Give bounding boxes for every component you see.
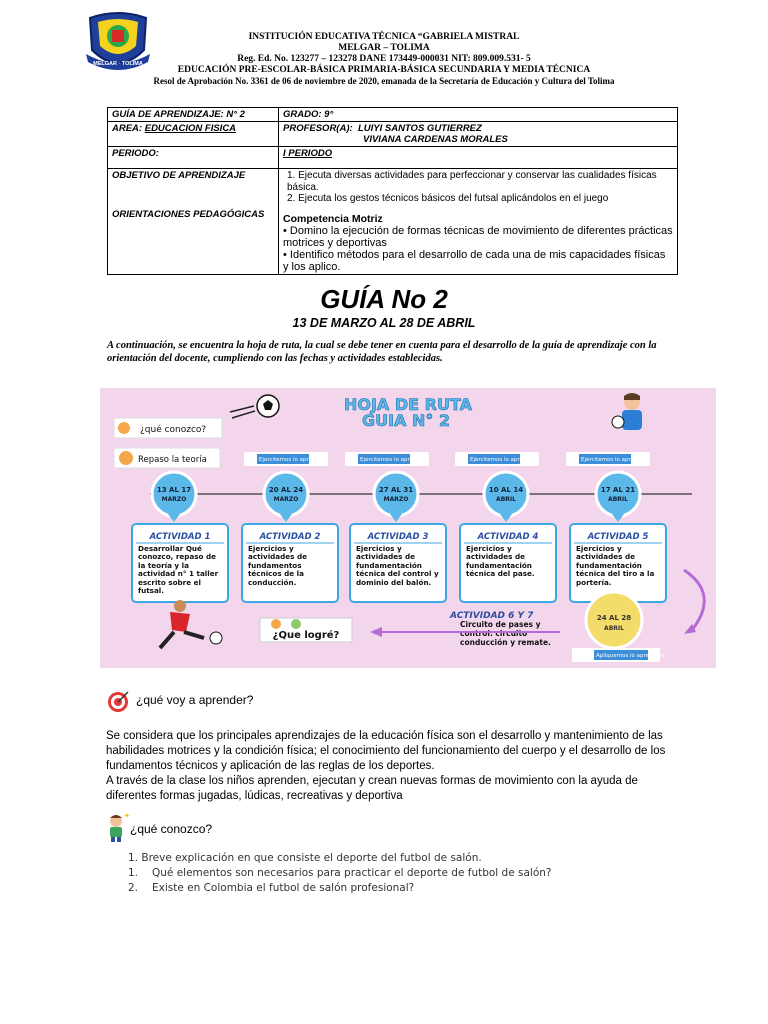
activity-text: Ejercicios y actividades de fundamentación técnica del pase. xyxy=(466,544,535,579)
question-item: 1. Qué elementos son necesarios para practicar el deporte de futbol de salón? xyxy=(128,867,552,879)
header-line-3: Reg. Ed. No. 123277 – 123278 DANE 173449-000031 NIT: 809.009.531- 5 xyxy=(237,54,531,64)
orientaciones-label: ORIENTACIONES PEDAGÓGICAS xyxy=(112,209,265,220)
activity-title: ACTIVIDAD 4 xyxy=(477,532,539,542)
activity-boxes xyxy=(132,524,666,602)
week-circle-1 xyxy=(152,472,196,522)
header-line-1: INSTITUCIÓN EDUCATIVA TÉCNICA “GABRIELA MISTRAL xyxy=(248,32,520,42)
question-item: 2. Existe en Colombia el futbol de salón profesional? xyxy=(128,882,415,894)
competencia-title: Competencia Motriz xyxy=(283,212,383,225)
competencia-1: • Domino la ejecución de formas técnicas de movimiento de diferentes prácticas motrices y deportivas xyxy=(283,225,673,249)
competencia-2: • Identifico métodos para el desarrollo de cada una de mis capacidades físicas y los aplico. xyxy=(283,249,666,273)
curve-arrow-icon xyxy=(684,570,704,630)
guide-info-table xyxy=(107,107,678,275)
week-bottom-label: MARZO xyxy=(383,496,409,503)
header-line-5: Resol de Aprobación No. 3361 de 06 de noviembre de 2020, emanada de la Secretaría de Educación y Cultura del Tolima xyxy=(153,76,615,86)
activity-text: Desarrollar Qué conozco, repaso de la teoría y la actividad n° 1 taller escrito sobre el futsal. xyxy=(138,544,219,596)
objetivo-2: 2. Ejecuta los gestos técnicos básicos del futsal aplicándolos en el juego xyxy=(287,193,609,204)
week-circles xyxy=(152,472,640,522)
guide-dates: 13 DE MARZO AL 28 DE ABRIL xyxy=(292,316,476,330)
roadmap-title-2: GUIA N° 2 xyxy=(361,411,451,430)
questions-list xyxy=(128,851,648,896)
svg-text:¿qué conozco?: ¿qué conozco? xyxy=(140,425,207,435)
que-conozco-label xyxy=(114,418,222,438)
svg-text:Apliquemos lo aprendido: Apliquemos lo aprendido xyxy=(596,653,665,659)
soccer-ball-icon xyxy=(230,395,279,418)
week-top-label: 27 AL 31 xyxy=(378,486,414,494)
activity-box-3 xyxy=(350,524,446,602)
week-top-label: 13 AL 17 xyxy=(156,486,192,494)
child-icon xyxy=(104,812,128,842)
ejercitemos-tag-3: Ejercitemos lo aprendido xyxy=(470,457,539,463)
aprender-heading: ¿qué voy a aprender? xyxy=(136,693,254,707)
activity-title: ACTIVIDAD 1 xyxy=(149,532,211,542)
question-item: 1. Breve explicación en que consiste el deporte del futbol de salón. xyxy=(128,852,482,864)
week-top-label: 20 AL 24 xyxy=(268,486,304,494)
activity-67-title: ACTIVIDAD 6 Y 7 xyxy=(450,611,534,621)
periodo-label: PERIODO: xyxy=(108,147,279,169)
profesor-cell xyxy=(279,122,678,147)
svg-text:24 AL 28: 24 AL 28 xyxy=(596,614,632,622)
objetivo-1: 1. Ejecuta diversas actividades para perfeccionar y conservar las cualidades físicas básica. xyxy=(287,170,657,193)
header-line-4: EDUCACIÓN PRE-ESCOLAR-BÁSICA PRIMARIA-BÁSICA SECUNDARIA Y MEDIA TÉCNICA xyxy=(177,65,591,75)
profesor-label: PROFESOR(A): xyxy=(283,123,353,134)
week-bottom-label: MARZO xyxy=(273,496,299,503)
target-icon xyxy=(106,690,130,714)
conozco-heading: ¿qué conozco? xyxy=(130,822,213,836)
activity-text: Ejercicios y actividades de fundamentación técnica del control y dominio del balón. xyxy=(356,544,439,587)
activity-text: Ejercicios y actividades de fundamentos técnicos de la conducción. xyxy=(248,544,307,587)
week-top-label: 17 AL 21 xyxy=(600,486,636,494)
activity-67-text: Circuito de pases y control. circuito conducción y remate. xyxy=(460,620,551,647)
intro-paragraph: A continuación, se encuentra la hoja de ruta, la cual se debe tener en cuenta para el desarrollo de la guía de aprendizaje con la orientación del docente, cumpliendo con las fechas y actividades establecidas. xyxy=(107,340,657,364)
week-circle-4 xyxy=(484,472,528,522)
grado-label: GRADO: 9° xyxy=(279,108,678,122)
area-cell: AREA: EDUCACION FISICA xyxy=(108,122,279,147)
week-bottom-label: MARZO xyxy=(161,496,187,503)
roadmap-title-1: HOJA DE RUTA xyxy=(343,395,473,414)
svg-text:ABRIL: ABRIL xyxy=(604,625,624,632)
player-figure-icon xyxy=(612,393,642,430)
activity-title: ACTIVIDAD 3 xyxy=(367,532,429,542)
que-logre-label xyxy=(260,618,352,642)
activity-title: ACTIVIDAD 5 xyxy=(587,532,649,542)
apliquemos-tag xyxy=(572,648,665,662)
profesor-2: VIVIANA CARDENAS MORALES xyxy=(363,134,508,145)
logo-text: MELGAR · TOLIMA xyxy=(93,61,143,67)
repaso-teoria-label xyxy=(114,448,220,468)
svg-text:¿Que logré?: ¿Que logré? xyxy=(272,630,340,641)
objetivo-content xyxy=(279,169,678,275)
objetivo-label: OBJETIVO DE APRENDIZAJE ORIENTACIONES PEDAGÓGICAS xyxy=(108,169,279,275)
aprender-paragraph: Se considera que los principales aprendizajes de la educación física son el desarrollo y mantenimiento de las habilidades motrices y la condición física; el conocimiento del funcionamiento del cuerpo y el desarrollo de los fundamentos técnicos y aplicación de las reglas de los deportes. A través de la clase los niños aprenden, ejecutan y crean nuevas formas de movimiento con la ayuda de diferentes formas jugadas, lúdicas, recreativas y deportiva xyxy=(106,730,666,802)
activity-title: ACTIVIDAD 2 xyxy=(259,532,321,542)
ejercitemos-tag-4: Ejercitemos lo aprendido xyxy=(581,457,650,463)
profesor-1: LUIYI SANTOS GUTIERREZ xyxy=(357,123,482,134)
activity-box-2 xyxy=(242,524,338,602)
ejercitemos-tag-1: Ejercitemos lo aprendido xyxy=(259,457,328,463)
activity-box-1 xyxy=(132,524,228,602)
guide-title: GUÍA No 2 xyxy=(320,284,448,314)
week-circle-2 xyxy=(264,472,308,522)
guia-label: GUÍA DE APRENDIZAJE: N° 2 xyxy=(108,108,279,122)
roadmap-svg xyxy=(100,388,716,668)
week-circle-5 xyxy=(596,472,640,522)
area-value: EDUCACION FISICA xyxy=(144,123,237,134)
ejercitemos-tag-2: Ejercitemos lo aprendido xyxy=(360,457,429,463)
periodo-value: I PERIODO xyxy=(279,147,678,169)
header-line-2: MELGAR – TOLIMA xyxy=(338,43,430,53)
activity-box-5 xyxy=(570,524,666,602)
final-week-circle xyxy=(586,592,642,648)
week-circle-3 xyxy=(374,472,418,522)
activity-text: Ejercicios y actividades de fundamentación técnica del tiro a la portería. xyxy=(576,544,655,587)
activity-box-4 xyxy=(460,524,556,602)
svg-text:✦: ✦ xyxy=(124,812,130,820)
roadmap-infographic xyxy=(100,388,716,668)
week-bottom-label: ABRIL xyxy=(608,496,628,503)
week-bottom-label: ABRIL xyxy=(496,496,516,503)
kicking-player-icon xyxy=(160,600,222,648)
svg-text:Repaso la teoría: Repaso la teoría xyxy=(138,455,207,465)
week-top-label: 10 AL 14 xyxy=(488,486,524,494)
institution-header xyxy=(0,32,768,87)
